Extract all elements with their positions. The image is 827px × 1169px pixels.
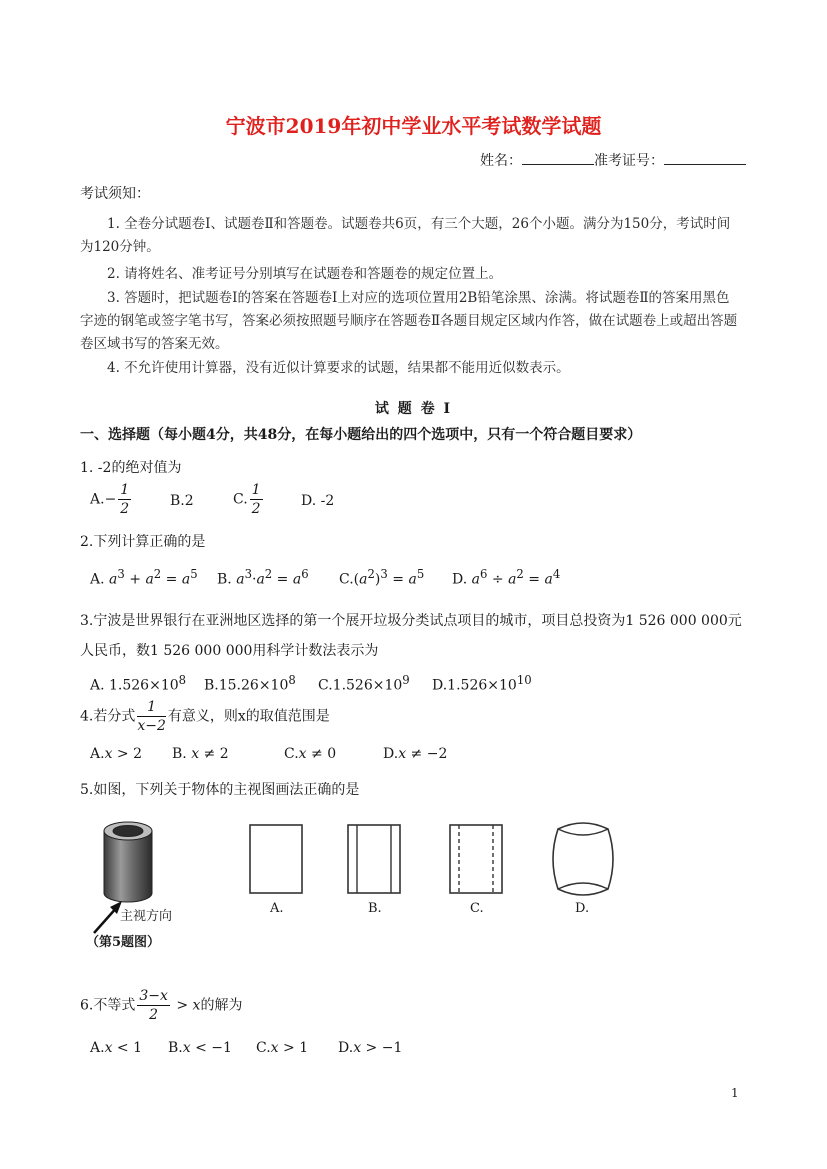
q2-option-c[interactable]: $C.(a^2)^3 = a^5$ (339, 567, 425, 588)
q3-stem-line2: 人民币，数1 526 000 000用科学计数法表示为 (80, 643, 379, 659)
q3-option-a-text: A. 1.526×10 (90, 677, 179, 694)
page-title: 宁波市2019年初中学业水平考试数学试题 (225, 114, 602, 138)
q2-option-a[interactable]: A. $a^3 + a^2 = a^5$ (90, 567, 198, 588)
q2-option-b[interactable]: B. $a^3\cdot a^2 = a^6$ (217, 567, 309, 588)
q5-figure (80, 813, 640, 953)
q4-stem-pre: 4.若分式 (80, 708, 136, 725)
q4-option-d[interactable]: D.x ≠ −2 (383, 746, 448, 762)
q6-stem-post: 的解为 (200, 997, 243, 1014)
notice-item-2: 2. 请将姓名、准考证号分别填写在试题卷和答题卷的规定位置上。 (107, 266, 503, 282)
q1-option-c-label: C. (233, 491, 248, 508)
q4-option-b[interactable]: B. x ≠ 2 (172, 746, 229, 762)
q6-fraction (137, 987, 170, 1024)
view-option-a-label[interactable]: A. (270, 901, 284, 916)
view-option-d (553, 823, 613, 895)
q2-stem: 2.下列计算正确的是 (80, 534, 206, 550)
q2-option-d-label: D. (452, 571, 468, 588)
q1-stem: 1. -2的绝对值为 (80, 460, 182, 476)
q1-option-a-label: A. (90, 491, 105, 508)
q5-figure-svg (80, 813, 640, 953)
notice-item-4: 4. 不允许使用计算器，没有近似计算要求的试题，结果都不能用近似数表示。 (107, 360, 570, 376)
name-blank[interactable] (522, 150, 594, 165)
q1-fraction-c (250, 481, 263, 518)
q4-fraction (137, 698, 166, 735)
q3-option-c[interactable] (318, 673, 410, 694)
q6-option-d-label: D. (338, 1040, 354, 1056)
q3-option-b-text: B.15.26×10 (204, 677, 289, 694)
id-label: 准考证号： (594, 153, 664, 169)
q2-option-a-label: A. (90, 571, 105, 588)
q3-option-c-exp: 9 (402, 673, 410, 687)
q6-option-b-label: B. (168, 1040, 183, 1056)
view-direction-label: 主视方向 (120, 909, 173, 924)
q4-option-d-label: D. (383, 746, 399, 762)
q4-den: x−2 (137, 718, 166, 734)
q6-option-a[interactable]: A.x < 1 (90, 1040, 143, 1056)
view-option-c-label[interactable]: C. (470, 901, 484, 916)
name-label: 姓名： (480, 153, 522, 169)
q3-option-d[interactable] (432, 673, 532, 694)
figure-caption: （第5题图） (86, 935, 161, 950)
q3-option-b-exp: 8 (288, 673, 296, 687)
q4-stem-post: 有意义，则x的取值范围是 (167, 708, 330, 725)
q1-num-a: 1 (120, 482, 130, 498)
q6-option-d[interactable]: D.x > −1 (338, 1040, 403, 1056)
tube-illustration (104, 822, 152, 902)
q3-option-c-text: C.1.526×10 (318, 677, 403, 694)
q1-option-d[interactable]: D. -2 (301, 493, 335, 509)
q6-num: 3−x (139, 988, 168, 1004)
student-info-line (480, 150, 746, 170)
q1-den-c: 2 (251, 501, 261, 517)
q2-option-c-label: C. (339, 571, 354, 588)
view-option-d-label[interactable]: D. (575, 901, 590, 916)
q4-option-c-label: C. (284, 746, 299, 762)
id-blank[interactable] (664, 150, 746, 165)
q6-stem: 6.不等式 $\frac{3-x}{2}$ > x的解为 (80, 988, 243, 1023)
page-number: 1 (731, 1086, 739, 1100)
q2-option-d[interactable]: D. $a^6 \div a^2 = a^4$ (452, 567, 561, 588)
q2-option-b-label: B. (217, 571, 232, 588)
view-option-b-label[interactable]: B. (368, 901, 382, 916)
q4-option-b-label: B. (172, 746, 187, 762)
q1-option-a[interactable] (90, 481, 133, 518)
notice-item-3: 3. 答题时，把试题卷Ⅰ的答案在答题卷Ⅰ上对应的选项位置用2B铅笔涂黑、涂满。将试题卷Ⅱ的答案用黑色字迹的钢笔或签字笔书写，答案必须按照题号顺序在答题卷Ⅱ各题目规定区域内作答，做在试题卷上或超出答题卷区域书写的答案无效。 (80, 290, 738, 352)
q4-num: 1 (137, 698, 166, 717)
view-option-a (250, 825, 302, 893)
q3-stem-line1: 3.宁波是世界银行在亚洲地区选择的第一个展开垃圾分类试点项目的城市，项目总投资为1 526 000 000元 (80, 613, 742, 629)
q3-option-b[interactable] (204, 673, 296, 694)
q3-option-a[interactable] (90, 673, 186, 694)
section-title: 试 题 卷 I (374, 401, 453, 417)
notice-item-1: 1. 全卷分试题卷Ⅰ、试题卷Ⅱ和答题卷。试题卷共6页，有三个大题，26个小题。满分为150分，考试时间为120分钟。 (80, 216, 731, 255)
q3-option-d-exp: 10 (516, 673, 532, 687)
notice-title: 考试须知： (80, 186, 150, 202)
q6-stem-pre: 6.不等式 (80, 997, 136, 1014)
q5-stem: 5.如图，下列关于物体的主视图画法正确的是 (80, 782, 360, 798)
q6-den: 2 (149, 1007, 159, 1023)
q3-option-a-exp: 8 (178, 673, 187, 687)
view-option-c (450, 825, 502, 893)
q1-option-b[interactable]: B.2 (170, 493, 194, 509)
q6-option-a-label: A. (90, 1040, 105, 1056)
q6-option-c-label: C. (256, 1040, 271, 1056)
q1-num-c: 1 (251, 482, 261, 498)
q1-minus-sign: − (104, 491, 117, 508)
q4-option-c[interactable]: C.x ≠ 0 (284, 746, 337, 762)
q1-option-c[interactable] (233, 481, 265, 518)
q4-option-a[interactable]: A.x > 2 (90, 746, 143, 762)
q4-option-a-label: A. (90, 746, 105, 762)
q6-option-b[interactable]: B.x < −1 (168, 1040, 232, 1056)
q1-den-a: 2 (120, 501, 130, 517)
q1-fraction-a (118, 481, 131, 518)
q6-option-c[interactable]: C.x > 1 (256, 1040, 309, 1056)
q4-stem (80, 698, 330, 735)
q3-option-d-text: D.1.526×10 (432, 677, 517, 694)
view-option-b (348, 825, 400, 893)
part-title: 一、选择题（每小题4分，共48分，在每小题给出的四个选项中，只有一个符合题目要求） (80, 427, 642, 443)
